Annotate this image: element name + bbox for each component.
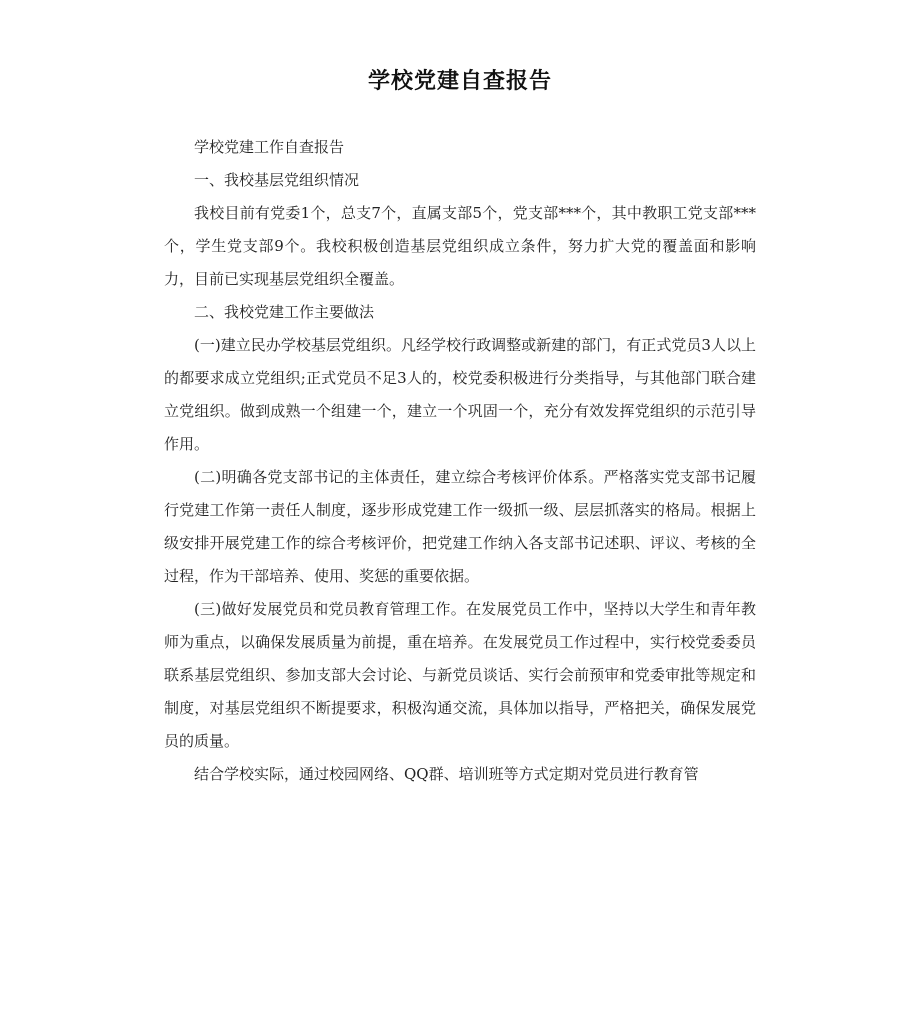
paragraph-subtitle: 学校党建工作自查报告 xyxy=(194,138,345,156)
paragraph-item-1: (一)建立民办学校基层党组织。凡经学校行政调整或新建的部门，有正式党员3人以上的都要求成立党组织;正式党员不足3人的，校党委积极进行分类指导，与其他部门联合建立党组织。做到成熟一个组建一个，建立一个巩固一个，充分有效发挥党组织的示范引导作用。 xyxy=(164,336,756,453)
document-title: 学校党建自查报告 xyxy=(367,69,552,94)
paragraph-trailing: 结合学校实际，通过校园网络、QQ群、培训班等方式定期对党员进行教育管 xyxy=(194,765,699,783)
paragraph-item-3: (三)做好发展党员和党员教育管理工作。在发展党员工作中，坚持以大学生和青年教师为重点，以确保发展质量为前提，重在培养。在发展党员工作过程中，实行校党委委员联系基层党组织、参加支部大会讨论、与新党员谈话、实行会前预审和党委审批等规定和制度，对基层党组织不断提要求，积极沟通交流，具体加以指导，严格把关，确保发展党员的质量。 xyxy=(164,600,756,750)
document-body xyxy=(164,131,756,791)
paragraph-item-2: (二)明确各党支部书记的主体责任，建立综合考核评价体系。严格落实党支部书记履行党建工作第一责任人制度，逐步形成党建工作一级抓一级、层层抓落实的格局。根据上级安排开展党建工作的综合考核评价，把党建工作纳入各支部书记述职、评议、考核的全过程，作为干部培养、使用、奖惩的重要依据。 xyxy=(164,468,756,585)
paragraph-org-status: 我校目前有党委1个，总支7个，直属支部5个，党支部***个，其中教职工党支部***个，学生党支部9个。我校积极创造基层党组织成立条件，努力扩大党的覆盖面和影响力，目前已实现基层党组织全覆盖。 xyxy=(164,204,756,288)
section-heading-1: 一、我校基层党组织情况 xyxy=(194,171,360,189)
section-heading-2: 二、我校党建工作主要做法 xyxy=(194,303,375,321)
